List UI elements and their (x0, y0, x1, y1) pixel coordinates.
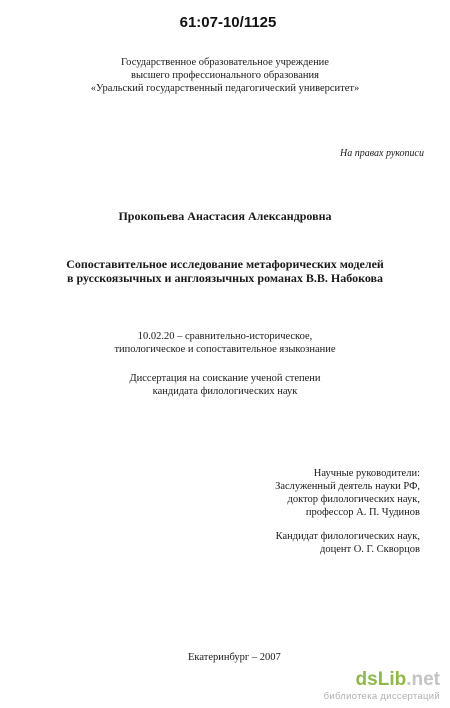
watermark-subtitle: библиотека диссертаций (323, 691, 440, 702)
specialty-line: 10.02.20 – сравнительно-историческое, (137, 331, 313, 342)
city-year: Екатеринбург – 2007 (188, 652, 281, 663)
institution-line: Государственное образовательное учреждение (121, 57, 329, 68)
watermark-logo-part2: .net (406, 669, 440, 690)
degree-line: Диссертация на соискание ученой степени (129, 373, 321, 384)
institution-line: высшего профессионального образования (131, 70, 319, 81)
specialty-code (40, 330, 410, 356)
consultant-line: Кандидат филологических наук, (275, 531, 420, 542)
watermark[interactable] (324, 669, 440, 702)
consultant-block (276, 530, 420, 556)
degree-line: кандидата филологических наук (152, 386, 298, 397)
supervisor-line: Заслуженный деятель науки РФ, (275, 481, 420, 492)
specialty-line: типологическое и сопоставительное языкознание (114, 344, 336, 355)
dissertation-title (30, 257, 420, 285)
degree-statement (40, 372, 410, 398)
watermark-logo-part1: dsLib (355, 669, 407, 690)
title-line: Сопоставительное исследование метафорических моделей (66, 257, 384, 271)
archive-code: 61:07-10/1125 (179, 14, 277, 31)
author-name: Прокопьева Анастасия Александровна (118, 209, 332, 223)
rights-note: На правах рукописи (340, 148, 424, 159)
watermark-logo (324, 669, 440, 691)
title-line: в русскоязычных и англоязычных романах В.В. Набокова (66, 271, 384, 285)
supervisor-line: Научные руководители: (313, 468, 420, 479)
supervisor-line: профессор А. П. Чудинов (305, 507, 420, 518)
institution-header (40, 56, 410, 95)
supervisors-block (275, 467, 420, 519)
institution-line: «Уральский государственный педагогический университет» (90, 83, 360, 94)
supervisor-line: доктор филологических наук, (287, 494, 420, 505)
consultant-line: доцент О. Г. Скворцов (320, 544, 420, 555)
